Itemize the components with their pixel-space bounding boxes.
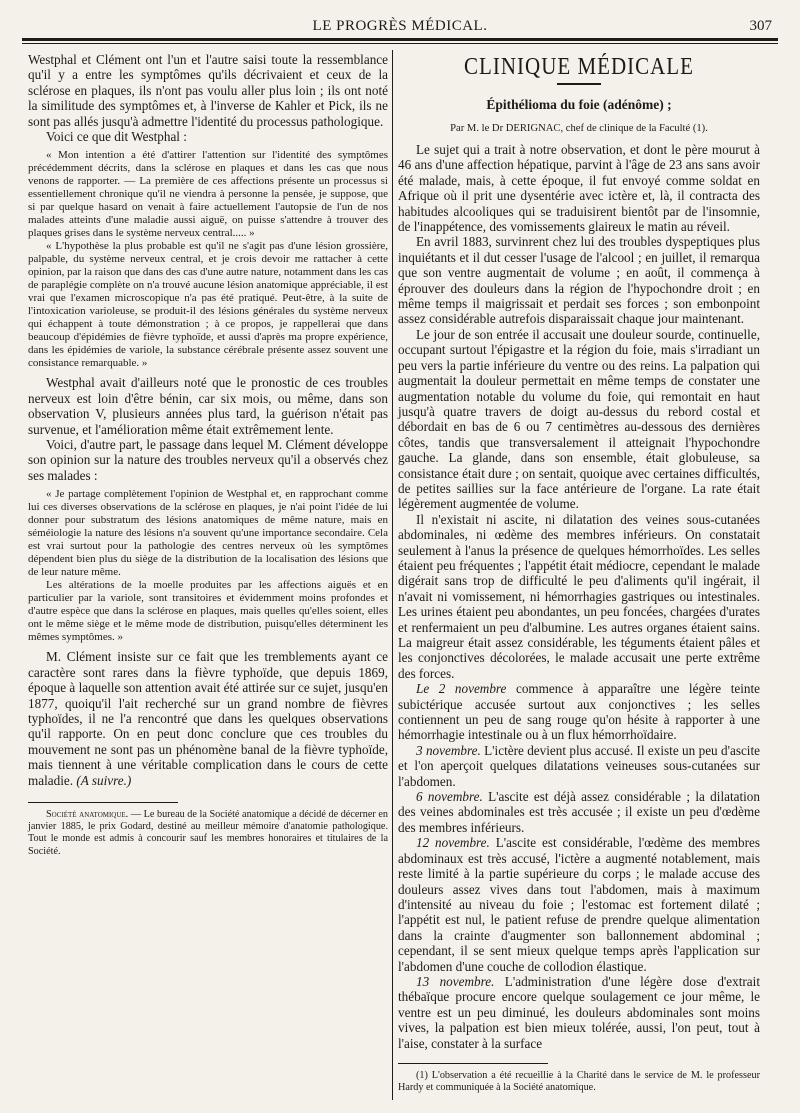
entry-text: commence à apparaître une légère teinte subictérique accusée surtout aux conjonctives ; les selles contiennent un peu de sang rouge qu'on hésite à rapporter à une hémorrhagie intestinale ou à un flux hémorrhoïdaire. [398,681,760,743]
dated-entry [398,789,760,835]
paragraph [28,649,388,788]
paragraph: Le jour de son entrée il accusait une douleur sourde, continuelle, occupant surtout l'épigastre et la région du foie, mais s'irradiant un peu vers la partie inférieure du ventre ou des reins. La palpation qui augmentait la douleur permettait en même temps de constater une augmentation notable du volume du foie, qui remontait en haut jusqu'à quatre travers de doigt au-dessus du rebord costal et débordait en bas de 6 ou 7 centimètres au-dessous des dernières côtes, tandis que transversalement il atteignait l'hypochondre gauche. La glande, dans son ensemble, était globuleuse, sa consistance était dure ; on sentait, quoique avec certaines difficultés, de petites saillies sur la face antérieure de l'organe. La rate était légèrement augmentée de volume. [398,326,760,512]
dated-entry [398,974,760,1051]
journal-title: LE PROGRÈS MÉDICAL. [312,18,488,34]
entry-text: L'administration d'une légère dose d'extrait thébaïque procure encore quelque soulagement ce jour même, le ventre est un peu diminué, les douleurs abdominales sont moins vives, la palpation est bien mieux tolérée, aussi, l'on peut, tout à l'aise, constater à la surface [398,973,760,1051]
entry-text: L'ascite est considérable, l'œdème des membres abdominaux est très accusé, l'ictère a augmenté notablement, mais reste limité à la partie supérieure du corps ; le malade accuse des douleurs assez vives dans tout l'abdomen, mais à maximum d'intensité au niveau du foie ; l'estomac est fortement dilaté ; l'appétit est nul, le patient refuse de prendre quelque alimentation dans la crainte d'augmenter son ballonnement abdominal ; cependant, il se sent mieux quelque temps après l'application sur l'abdomen d'une couche de collodion élastique. [398,835,760,974]
to-be-continued: (A suivre.) [76,772,132,788]
notice-rule [28,802,178,803]
paragraph: Le sujet qui a trait à notre observation, et dont le père mourut à 46 ans d'une affection hépatique, parvint à l'âge de 23 ans sans avoir été malade, mais, à cette époque, il fut envoyé comme soldat en Afrique où il prit une dysentérie avec ictère et, là, il contracta des habitudes alcooliques qui se traduisirent bientôt par de l'insomnie, de l'inappétence, des vomissements glaireux le matin au réveil. [398,142,760,235]
paragraph-text: M. Clément insiste sur ce fait que les tremblements ayant ce caractère sont rares dans la fièvre typhoïde, que depuis 1869, époque à laquelle son attention avait été attirée sur ce sujet, jusqu'en 1877, quoiqu'il l'ait recherché sur un grand nombre de fièvres typhoïdes, il ne l'a rencontré que dans les quelques observations qu'il rapporte. On en peut donc conclure que ces troubles du mouvement ne sont pas un phénomène banal de la fièvre typhoïde, mais tiennent à une véritable complication dans le cours de cette maladie. [28,649,388,788]
entry-date: 3 novembre. [416,742,481,758]
paragraph: En avril 1883, survinrent chez lui des troubles dyspeptiques plus inquiétants et il dut cesser l'usage de l'alcool ; en juillet, il remarqua que son ventre augmentait de volume ; en août, il commença à éprouver des douleurs dans la région de l'hypochondre droit ; en même temps il maigrissait et perdait ses forces ; son embonpoint assez considérable autrefois disparaissait chaque jour maintenant. [398,234,760,327]
article-title: Épithélioma du foie (adénôme) ; [486,97,672,112]
entry-text: L'ictère devient plus accusé. Il existe un peu d'ascite et l'on aperçoit quelques dilatations veineuses sous-cutanées sur l'abdomen. [398,742,760,789]
paragraph: Westphal avait d'ailleurs noté que le pronostic de ces troubles nerveux est loin d'être bénin, car six mois, ou même, dans son observation V, plusieurs années plus tard, la guérison n'était pas survenue, et l'amélioration même était extrêmement lente. [28,375,388,437]
header-rule [22,38,778,41]
entry-date: 6 novembre. [416,789,483,805]
entry-date: 13 novembre. [416,973,495,989]
column-divider [392,50,393,1100]
society-notice [28,809,388,858]
header-rule-thin [22,43,778,44]
footnote: (1) L'observation a été recueillie à la Charité dans le service de M. le professeur Hardy et communiquée à la Société anatomique. [398,1069,760,1094]
quotation: « L'hypothèse la plus probable est qu'il ne s'agit pas d'une lésion grossière, palpable, du système nerveux central, et je crois devoir me rattacher à cette opinion, par la raison que dans des cas d'une autre nature, notamment dans les cas de paraplégie complète on n'a trouvé aucune lésion anatomique appréciable, il est vrai que l'examen microscopique n'a pas été pratiqué. Peut-être, à la suite de l'intoxication varioleuse, se produit-il des lésions générales du système nerveux qui échappent à toute démonstration ; à ce propos, je rappellerai que dans beaucoup d'épidémies de fièvre typhoïde, et aussi d'après ma propre expérience, dans les épidémies de variole, la substance cérébrale présente assez souvent une consistance remarquable. » [28,240,388,370]
paragraph: Voici, d'autre part, le passage dans lequel M. Clément développe son opinion sur la nature des troubles nerveux qu'il a observés chez ses malades : [28,437,388,483]
left-column [28,52,388,858]
footnote-rule [398,1063,548,1064]
quotation: « Je partage complètement l'opinion de Westphal et, en rapprochant comme lui ces diverses observations de la sclérose en plaques, je n'ai point l'idée de lui donner pour substratum des lésions anatomiques de même nature, mais en séméiologie la nature des lésions n'a souvent qu'une importance secondaire. Cela est vrai surtout pour la pathologie des centres nerveux où les symptômes dépendent bien plus du siège de la distribution de la localisation des lésions que de leur nature même. [28,488,388,579]
heading-rule [557,83,601,85]
running-head [28,18,772,40]
dated-entry [398,681,760,743]
entry-text: L'ascite est déjà assez considérable ; la dilatation des veines abdominales est très accusée ; il existe un peu d'œdème des membres inférieurs. [398,789,760,835]
entry-date: 12 novembre. [416,835,490,851]
entry-date: Le 2 novembre [416,681,507,697]
right-column [398,52,760,1094]
paragraph: Il n'existait ni ascite, ni dilatation des veines sous-cutanées abdominales, ni œdème des membres inférieurs. On constatait seulement à l'anus la présence de quelques hémorrhoïdes. Les selles étaient peu fréquentes ; l'appétit était médiocre, cependant le malade digérait sans trop de difficulté le peu d'aliments qu'il ingérait, il n'avait ni vomissement, ni hémorrhagies gastriques ou intestinales. Les urines étaient peu abondantes, un peu foncées, chargées d'urates et renfermaient un peu d'albumine. Les autres organes étaient sains. La maigreur était assez considérable, les téguments étaient pâles et les conjonctives décolorées, le malade accusait une perte extrême des forces. [398,511,760,681]
quotation: « Mon intention a été d'attirer l'attention sur l'identité des symptômes précédemment décrits, dans la sclérose en plaques et dans les cas que nous venons de rapporter. — La première de ces affections présente un processus si essentiellement chronique qu'il ne viendra à personne la pensée, je suppose, que si par quelque hasard on venait à faire actuellement l'autopsie de l'un de nos malades atteints d'une maladie aussi aiguë, on puisse s'attendre à trouver des plaques grises dans le système nerveux central..... » [28,149,388,240]
section-heading: CLINIQUE MÉDICALE [464,52,694,80]
page-number: 307 [749,18,772,34]
byline: Par M. le Dr DERIGNAC, chef de clinique de la Faculté (1). [450,123,708,134]
notice-label: Société anatomique. [46,808,129,820]
notice-text: — Le bureau de la Société anatomique a décidé de décerner en janvier 1885, le prix Godard, destiné au meilleur mémoire d'anatomie pathologique. Tout le monde est admis à concourir sauf les membres honoraires et titulaires de la Société. [28,808,388,857]
dated-entry [398,743,760,789]
quotation: Les altérations de la moelle produites par les affections aiguës et en particulier par la variole, sont transitoires et évidemment moins profondes et d'autre espèce que dans la sclérose en plaques, mais quelles qu'elles soient, elles ont le même siège et le même mode de distribution, puisqu'elles déterminent les mêmes symptômes. » [28,579,388,644]
paragraph: Voici ce que dit Westphal : [46,129,187,145]
paragraph: Westphal et Clément ont l'un et l'autre saisi toute la ressemblance qu'il y a entre les symptômes qu'ils décrivaient et ceux de la sclérose en plaques, ils n'ont pas voulu aller plus loin ; ils ont noté la similitude des symptômes et, à l'inverse de Kahler et Pick, ils ne sont pas allés jusqu'à admettre l'identité du processus pathologique. [28,52,388,129]
dated-entry [398,835,760,974]
